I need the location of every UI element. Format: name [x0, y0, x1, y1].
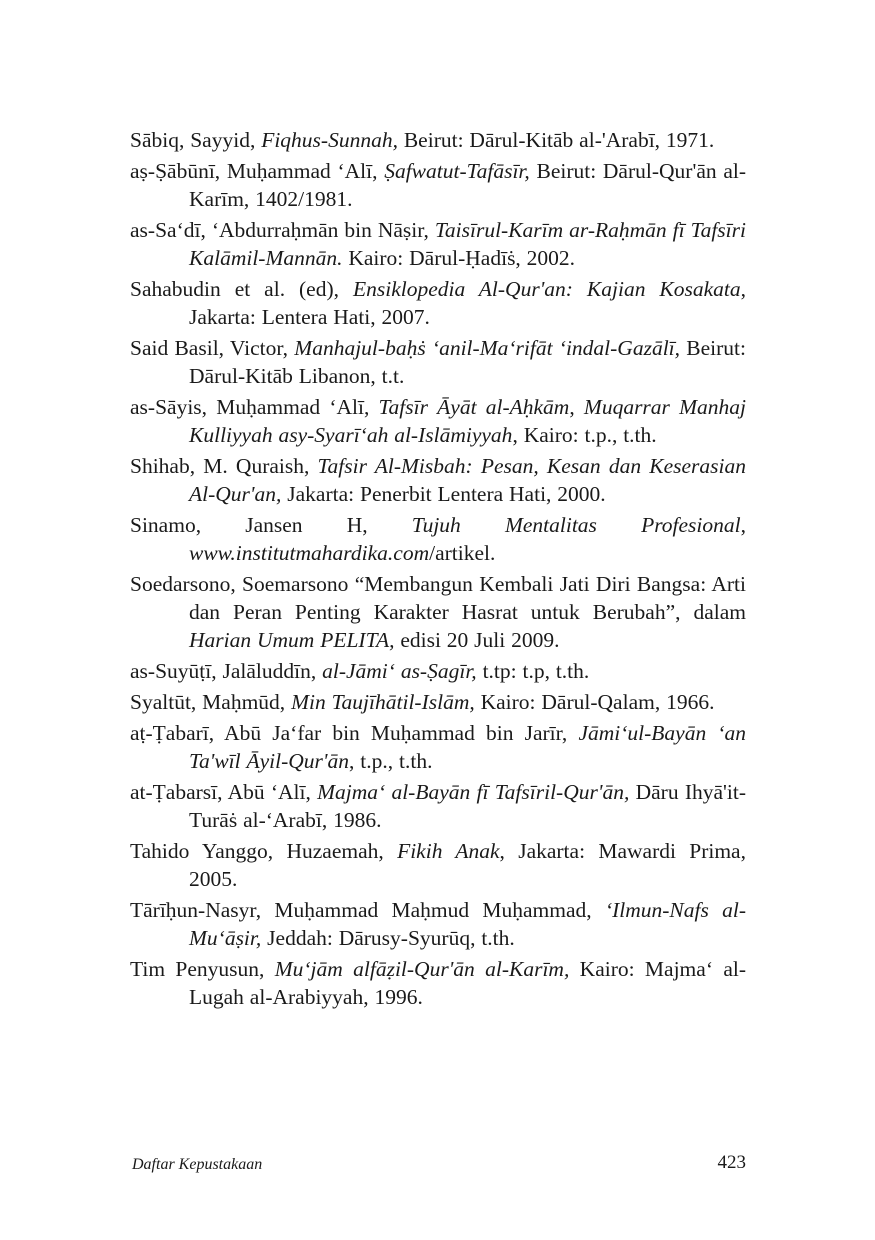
bibliography-entry — [130, 452, 746, 508]
entry-publication: , Jakarta: Lentera Hati, 2007. — [189, 277, 746, 329]
entry-author: as-Suyūṭī, Jalāluddīn, — [130, 659, 323, 683]
entry-author: aṣ-Ṣābūnī, Muḥammad ‘Alī, — [130, 159, 385, 183]
entry-author: Sahabudin et al. (ed), — [130, 277, 353, 301]
bibliography-entry — [130, 688, 746, 716]
entry-title: al-Jāmi‘ as-Ṣagīr, — [322, 659, 477, 683]
bibliography-entry — [130, 837, 746, 893]
entry-publication: Jeddah: Dārusy-Syurūq, t.th. — [261, 926, 515, 950]
running-footer-title: Daftar Kepustakaan — [132, 1156, 263, 1173]
bibliography-entry — [130, 393, 746, 449]
bibliography-entry — [130, 657, 746, 685]
bibliography-entry — [130, 955, 746, 1011]
entry-separator: , — [740, 513, 746, 537]
bibliography-entry — [130, 896, 746, 952]
entry-separator: , — [569, 395, 584, 419]
entry-publication: Kairo: Majma‘ al-Lugah al-Arabiyyah, 1996. — [189, 957, 746, 1009]
entry-author: Syaltūt, Maḥmūd, — [130, 690, 292, 714]
entry-title: Harian Umum PELITA, — [189, 628, 395, 652]
entry-title: Taisīrul-Karīm ar-Raḥmān fī Tafsīri Kalāmil-Mannān. — [189, 218, 746, 270]
bibliography-entry — [130, 719, 746, 775]
entry-publication: , t.p., t.th. — [349, 749, 433, 773]
bibliography-entry — [130, 334, 746, 390]
entry-author: Sābiq, Sayyid, — [130, 128, 262, 152]
entry-title: Ensiklopedia Al-Qur'an: Kajian Kosakata — [352, 277, 741, 301]
entry-title-secondary: Muqarrar Manhaj Kulliyyah asy-Syarī‘ah al-Islāmiyyah — [189, 395, 746, 447]
entry-author: Soedarsono, Soemarsono “Membangun Kembali Jati Diri Bangsa: Arti dan Peran Penting Karakter Hasrat untuk Berubah”, dalam — [130, 572, 746, 624]
bibliography-entry — [130, 570, 746, 654]
entry-publication: Kairo: Dārul-Ḥadīṡ, 2002. — [342, 246, 576, 270]
entry-author: Tārīḥun-Nasyr, Muḥammad Maḥmud Muḥammad, — [130, 898, 605, 922]
entry-author: Said Basil, Victor, — [130, 336, 295, 360]
entry-publication: Beirut: Dārul-Qur'ān al-Karīm, 1402/1981. — [189, 159, 747, 211]
entry-title: Tujuh Mentalitas Profesional — [411, 513, 741, 537]
entry-title: Fikih Anak — [397, 839, 500, 863]
entry-title: Fiqhus-Sunnah, — [261, 128, 398, 152]
entry-title-secondary: www.institutmahardika.com — [189, 541, 430, 565]
bibliography-entry — [130, 511, 746, 567]
entry-author: Tim Penyusun, — [130, 957, 275, 981]
bibliography-entry — [130, 126, 746, 154]
entry-title: Ṣafwatut-Tafāsīr, — [384, 159, 530, 183]
entry-title: Jāmi‘ul-Bayān ‘an Ta'wīl Āyil-Qur'ān — [189, 721, 746, 773]
entry-publication: Dāru Ihyā'it-Turāṡ al-‘Arabī, 1986. — [189, 780, 747, 832]
entry-publication: Jakarta: Penerbit Lentera Hati, 2000. — [281, 482, 606, 506]
entry-publication: Beirut: Dārul-Kitāb Libanon, t.t. — [189, 336, 746, 388]
entry-publication: Beirut: Dārul-Kitāb al-'Arabī, 1971. — [397, 128, 715, 152]
entry-author: aṭ-Ṭabarī, Abū Ja‘far bin Muḥammad bin Jarīr, — [130, 721, 579, 745]
entry-title: Majma‘ al-Bayān fī Tafsīril-Qur'ān, — [317, 780, 630, 804]
bibliography-list — [130, 126, 746, 1014]
entry-title: Min Taujīhātil-Islām, — [291, 690, 475, 714]
entry-publication: , Kairo: t.p., t.th. — [512, 423, 657, 447]
entry-author: at-Ṭabarsī, Abū ‘Alī, — [130, 780, 318, 804]
entry-title: Tafsīr Āyāt al-Aḥkām — [378, 395, 570, 419]
entry-title: Tafsir Al-Misbah: Pesan, Kesan dan Keserasian Al-Qur'an, — [189, 454, 746, 506]
entry-publication: , Jakarta: Mawardi Prima, 2005. — [189, 839, 746, 891]
entry-publication: edisi 20 Juli 2009. — [394, 628, 560, 652]
entry-title: Mu‘jām alfāẓil-Qur'ān al-Karīm, — [274, 957, 570, 981]
bibliography-entry — [130, 157, 746, 213]
entry-title: Manhajul-baḥṡ ‘anil-Ma‘rifāt ‘indal-Gazālī, — [294, 336, 681, 360]
bibliography-entry — [130, 216, 746, 272]
entry-author: Tahido Yanggo, Huzaemah, — [130, 839, 398, 863]
bibliography-entry — [130, 275, 746, 331]
entry-author: as-Sāyis, Muḥammad ‘Alī, — [130, 395, 379, 419]
entry-title: ‘Ilmun-Nafs al-Mu‘āṣir, — [189, 898, 746, 950]
bibliography-entry — [130, 778, 746, 834]
entry-author: Shihab, M. Quraish, — [130, 454, 318, 478]
entry-author: as-Sa‘dī, ‘Abdurraḥmān bin Nāṣir, — [130, 218, 435, 242]
entry-publication: Kairo: Dārul-Qalam, 1966. — [474, 690, 715, 714]
entry-publication: t.tp: t.p, t.th. — [476, 659, 590, 683]
entry-author: Sinamo, Jansen H, — [130, 513, 412, 537]
page-number: 423 — [717, 1152, 746, 1173]
entry-publication: /artikel. — [429, 541, 496, 565]
